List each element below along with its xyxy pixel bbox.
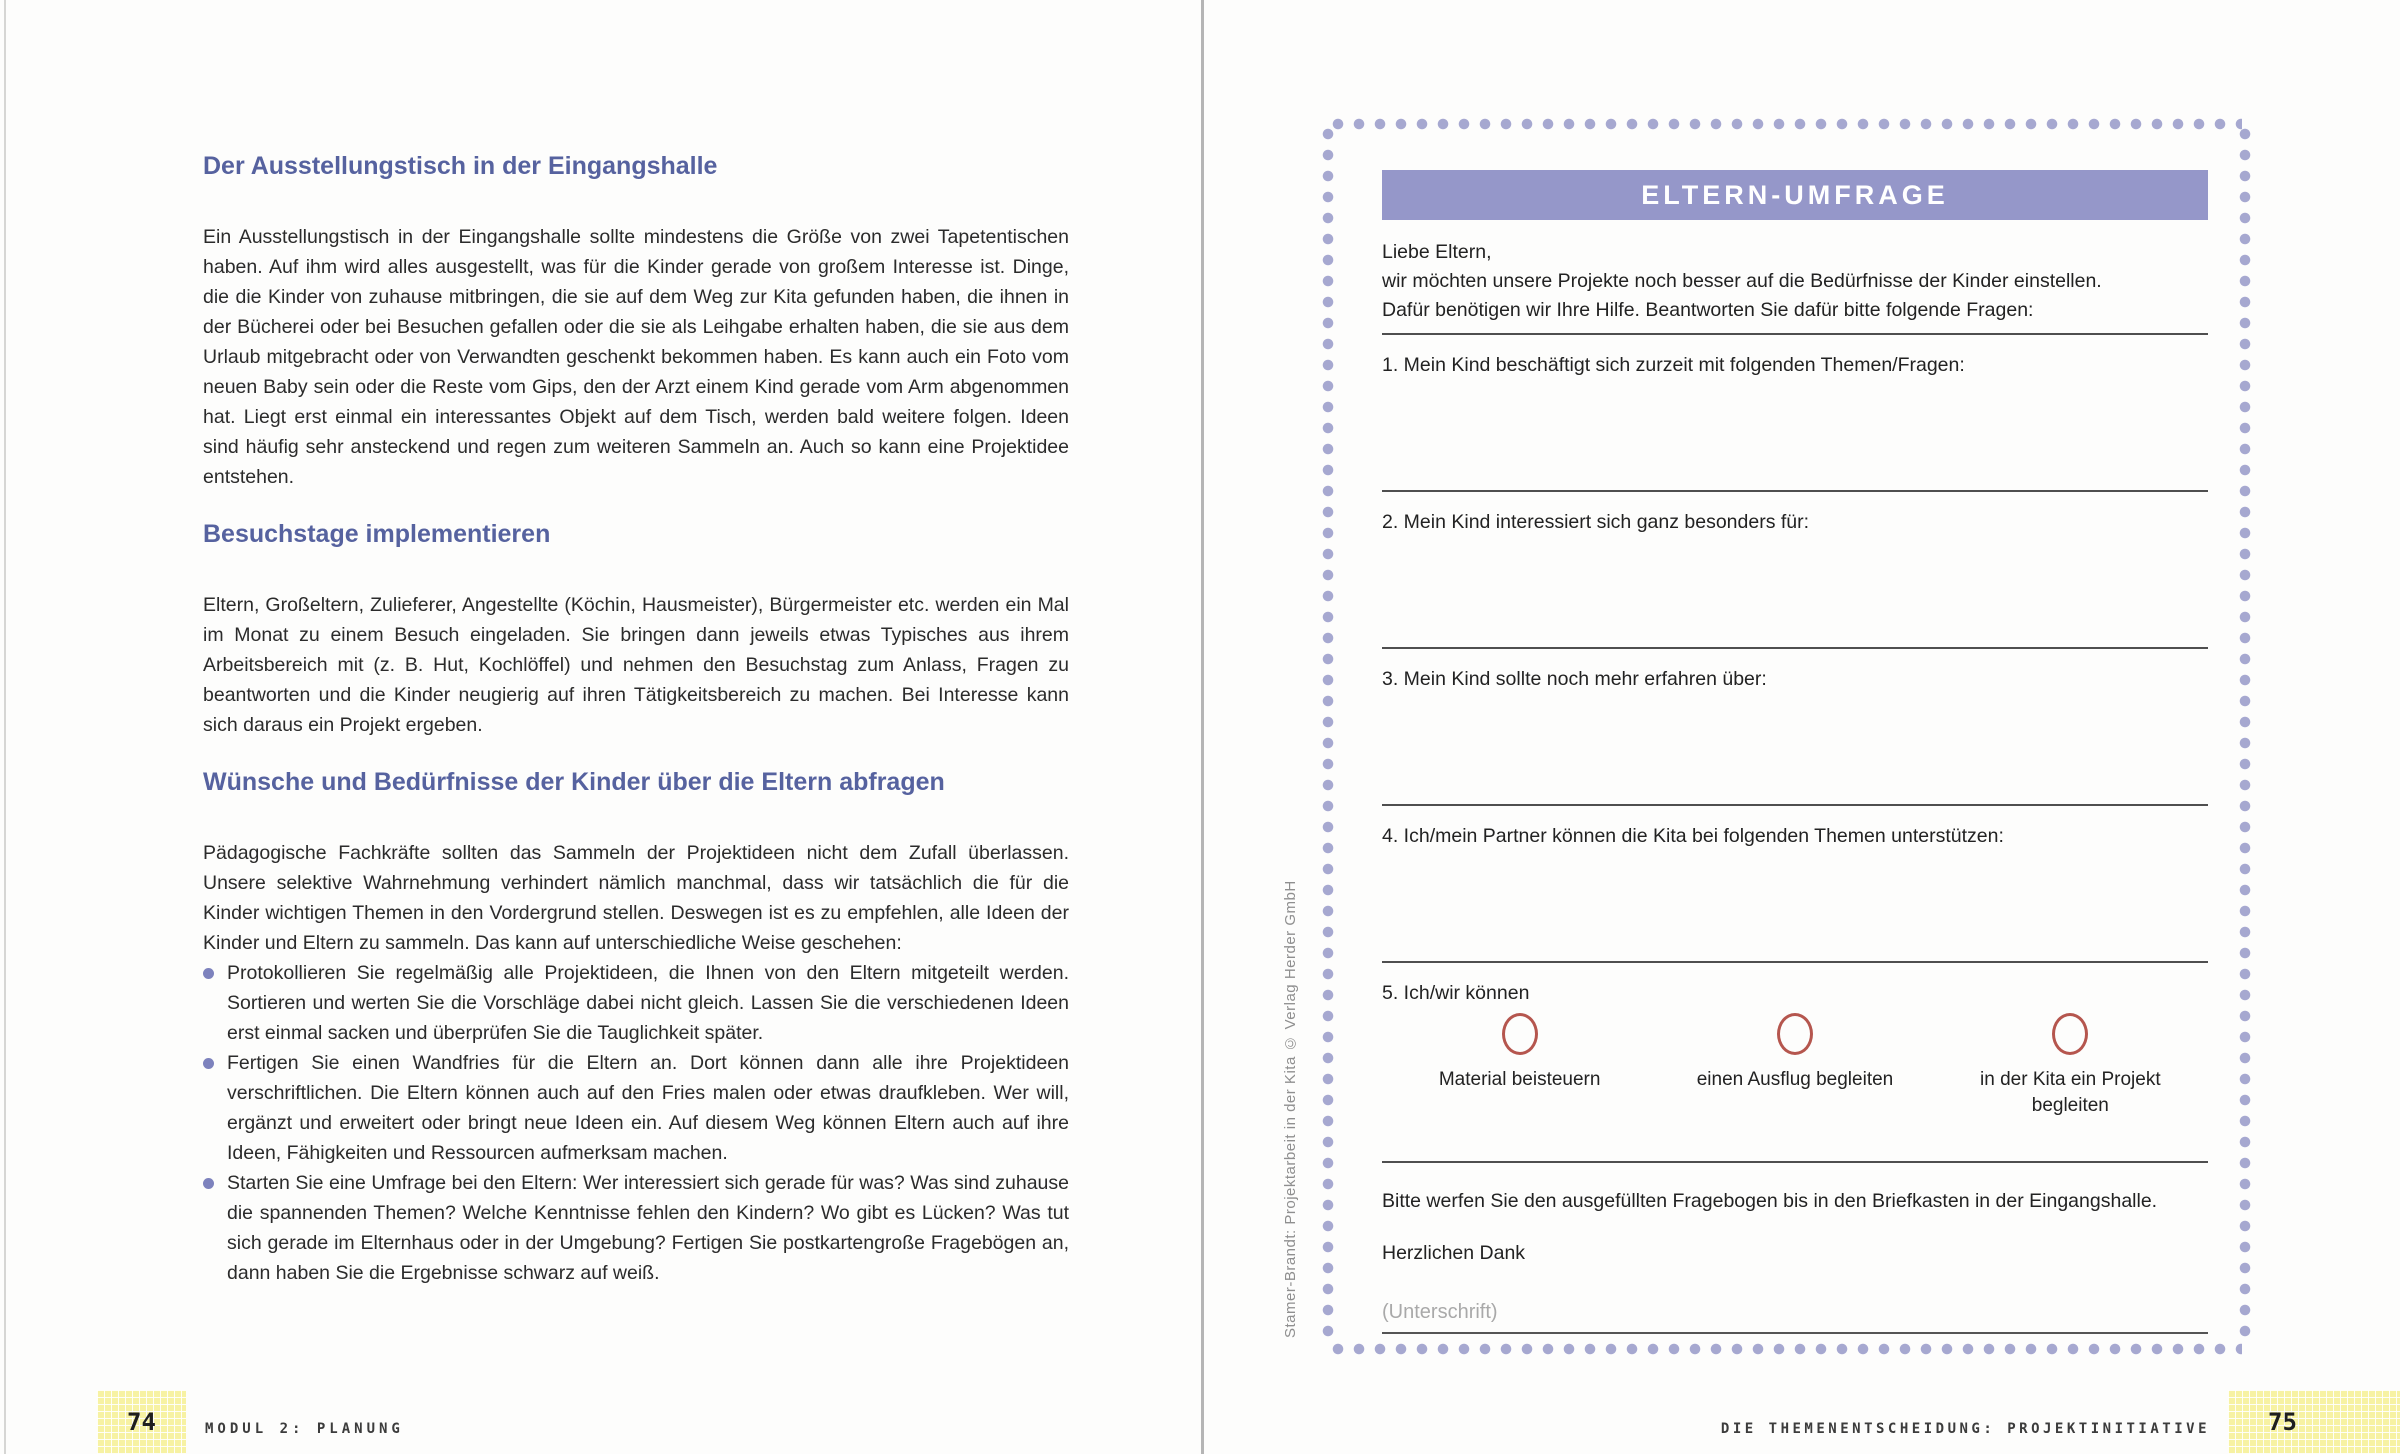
option-label: Material beisteuern [1438,1069,1601,1090]
question-label-5: 5. Ich/wir können [1382,982,1530,1004]
option-circle-icon[interactable] [2052,1013,2088,1055]
form-intro-line-1: wir möchten unsere Projekte noch besser auf die Bedürfnisse der Kinder einstellen. [1382,270,2102,292]
page-number-block-left [97,1390,186,1454]
question-section-5 [1382,961,2208,1161]
signature-line[interactable] [1382,1301,2208,1334]
bullet-list [203,958,1069,1288]
form-intro [1382,238,2208,325]
question-label-3: 3. Mein Kind sollte noch mehr erfahren über: [1382,668,1767,690]
dotted-border-right [2239,128,2252,1346]
paragraph-wuensche: Pädagogische Fachkräfte sollten das Sammeln der Projektideen nicht dem Zufall überlassen. Unsere selektive Wahrnehmung verhindert nämlich manchmal, dass wir tatsächlich die für die Kinder wichtigen Themen in den Vordergrund stellen. Deswegen ist es zu empfehlen, alle Ideen der Kinder und Eltern zu sammeln. Das kann auf unterschiedliche Weise geschehen: [203,842,1069,954]
form-intro-line-2: Dafür benötigen wir Ihre Hilfe. Beantworten Sie dafür bitte folgende Fragen: [1382,299,2034,321]
bullet-icon [203,1178,214,1189]
list-item [203,1048,1069,1168]
dotted-border-top [1332,118,2242,131]
question-section-4 [1382,804,2208,961]
form-title: ELTERN-UMFRAGE [1641,179,1949,210]
footer-label-right: DIE THEMENENTSCHEIDUNG: PROJEKTINITIATIVE [1720,1421,2210,1437]
copyright-credit: Stamer-Brandt: Projektarbeit in der Kita © Verlag Herder GmbH [1282,880,1299,1338]
footer-label-left: MODUL 2: PLANUNG [205,1421,404,1437]
form-salutation: Liebe Eltern, [1382,241,1492,263]
form-content [1382,170,2208,1340]
page-divider [1201,0,1204,1454]
page-number-block-right [2228,1390,2400,1454]
answer-space-4[interactable] [1382,850,2208,961]
question-section-1 [1382,333,2208,490]
question-label-1: 1. Mein Kind beschäftigt sich zurzeit mit folgenden Themen/Fragen: [1382,354,1965,376]
question-section-3 [1382,647,2208,804]
section-heading-wuensche: Wünsche und Bedürfnisse der Kinder über die Eltern abfragen [203,768,945,796]
eltern-umfrage-form [1322,118,2252,1356]
return-instruction: Bitte werfen Sie den ausgefüllten Fragebogen bis in den Briefkasten in der Eingangshalle. [1382,1190,2158,1212]
signature-placeholder: (Unterschrift) [1382,1301,1498,1323]
bullet-text: Fertigen Sie einen Wandfries für die Eltern an. Dort können dann alle ihre Projektideen verschriftlichen. Die Eltern können auch auf den Fries malen oder etwas draufkleben. Wer will, ergänzt und erweitert oder bringt neue Ideen ein. Auf diesem Weg können Eltern auch auf ihre Ideen, Fähigkeiten und Ressourcen aufmerksam machen. [227,1052,1069,1164]
option-ausflug [1657,1013,1932,1119]
scan-edge-line [4,0,6,1454]
bullet-icon [203,968,214,979]
option-circle-icon[interactable] [1777,1013,1813,1055]
closing-section [1382,1161,2208,1334]
option-material [1382,1013,1657,1119]
list-item [203,1168,1069,1288]
page-number-left: 74 [127,1408,156,1436]
paragraph-besuchstage: Eltern, Großeltern, Zulieferer, Angestellte (Köchin, Hausmeister), Bürgermeister etc. werden ein Mal im Monat zu einem Besuch eingeladen. Sie bringen dann jeweils etwas Typisches aus ihrem Arbeitsbereich mit (z. B. Hut, Kochlöffel) und nehmen den Besuchstag zum Anlass, Fragen zu beantworten und die Kinder neugierig auf ihren Tätigkeitsbereich zu machen. Bei Interesse kann sich daraus ein Projekt ergeben. [203,594,1069,736]
options-row [1382,1013,2208,1119]
page-number-right: 75 [2268,1408,2297,1436]
option-label: einen Ausflug begleiten [1696,1069,1894,1090]
left-page-content [203,150,1069,1288]
option-projekt [1933,1013,2208,1119]
option-circle-icon[interactable] [1502,1013,1538,1055]
answer-space-2[interactable] [1382,536,2208,647]
dotted-border-bottom [1332,1343,2242,1356]
list-item [203,958,1069,1048]
section-heading-ausstellungstisch: Der Ausstellungstisch in der Eingangshalle [203,152,718,180]
bullet-icon [203,1058,214,1069]
thanks-text: Herzlichen Dank [1382,1242,1526,1264]
answer-space-3[interactable] [1382,693,2208,804]
option-label: in der Kita ein Projekt begleiten [1980,1069,2161,1116]
section-heading-besuchstage: Besuchstage implementieren [203,520,551,548]
form-title-bar [1382,170,2208,220]
bullet-text: Protokollieren Sie regelmäßig alle Projektideen, die Ihnen von den Eltern mitgeteilt werden. Sortieren und werten Sie die Vorschläge dabei nicht gleich. Lassen Sie die verschiedenen Ideen erst einmal sacken und überprüfen Sie die Tauglichkeit später. [227,962,1069,1044]
question-label-4: 4. Ich/mein Partner können die Kita bei folgenden Themen unterstützen: [1382,825,2004,847]
dotted-border-left [1322,128,1335,1346]
bullet-text: Starten Sie eine Umfrage bei den Eltern: Wer interessiert sich gerade für was? Was sind zuhause die spannenden Themen? Welche Kenntnisse fehlen den Kindern? Wo gibt es Lücken? Was tut sich gerade im Elternhaus oder in der Umgebung? Fertigen Sie postkartengroße Fragebögen an, dann haben Sie die Ergebnisse schwarz auf weiß. [227,1172,1069,1284]
question-label-2: 2. Mein Kind interessiert sich ganz besonders für: [1382,511,1810,533]
paragraph-ausstellungstisch: Ein Ausstellungstisch in der Eingangshalle sollte mindestens die Größe von zwei Tapetentischen haben. Auf ihm wird alles ausgestellt, was für die Kinder gerade von großem Interesse ist. Dinge, die die Kinder von zuhause mitbringen, die sie auf dem Weg zur Kita gefunden haben, die ihnen in der Bücherei oder bei Besuchen gefallen oder die sie als Leihgabe erhalten haben, die sie aus dem Urlaub mitgebracht oder von Verwandten geschenkt bekommen haben. Es kann auch ein Foto vom neuen Baby sein oder die Reste vom Gips, den der Arzt einem Kind gerade vom Arm abgenommen hat. Liegt erst einmal ein interessantes Objekt auf dem Tisch, werden bald weitere folgen. Ideen sind häufig sehr ansteckend und regen zum weiteren Sammeln an. Auch so kann eine Projektidee entstehen. [203,226,1069,488]
question-section-2 [1382,490,2208,647]
answer-space-1[interactable] [1382,379,2208,490]
